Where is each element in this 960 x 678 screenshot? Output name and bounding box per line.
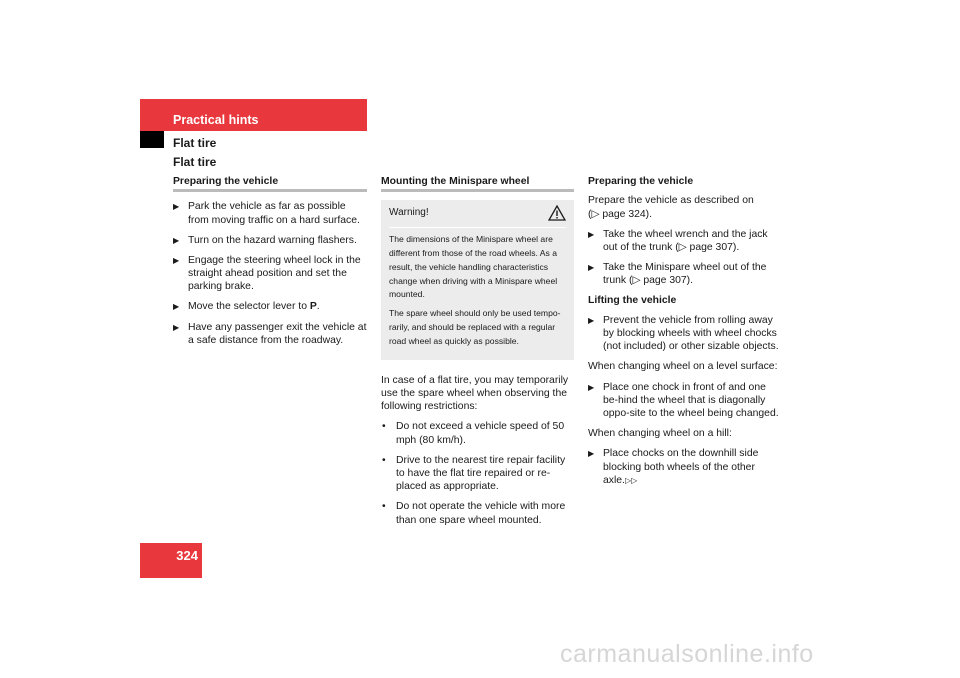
bullet-dot: •	[382, 421, 386, 433]
subsection-title: Flat tire	[173, 136, 217, 150]
list-item: • Do not operate the vehicle with more than one spare wheel mounted.	[382, 501, 566, 526]
list-item: ▶ Engage the steering wheel lock in the straight ahead position and set the parking brake.	[173, 254, 361, 293]
bullet-dot: •	[382, 454, 386, 466]
bullet-arrow-icon: ▶	[173, 202, 180, 212]
topic-title: Flat tire	[173, 155, 217, 169]
list-item: ▶ Move the selector lever to P.	[173, 301, 320, 313]
list-item: ▶ Turn on the hazard warning flashers.	[173, 234, 357, 246]
list-item: ▶ Take the Minispare wheel out of the trunk (▷ page 307).	[588, 262, 767, 287]
heading-preparing-vehicle: Preparing the vehicle	[588, 176, 694, 187]
column-lifting	[588, 175, 783, 494]
heading-lifting-vehicle: Lifting the vehicle	[588, 295, 677, 307]
list-item: • Drive to the nearest tire repair facility to have the flat tire repaired or re-placed as appropriate.	[382, 454, 566, 493]
column-minispare	[381, 175, 574, 534]
selector-position-p: P	[309, 301, 317, 313]
hill-label: When changing wheel on a hill:	[588, 428, 732, 440]
heading-mounting-minispare: Mounting the Minispare wheel	[381, 175, 574, 192]
list-item: • Do not exceed a vehicle speed of 50 mph (80 km/h).	[382, 421, 565, 446]
bullet-arrow-icon: ▶	[588, 315, 595, 325]
list-item: ▶ Prevent the vehicle from rolling away by blocking wheels with wheel chocks (not included) or other sizable objects.	[588, 314, 779, 353]
heading-preparing-vehicle: Preparing the vehicle	[173, 175, 367, 192]
header-tab-marker	[140, 131, 164, 148]
bullet-arrow-icon: ▶	[173, 255, 180, 265]
warning-box	[381, 200, 574, 359]
bullet-arrow-icon: ▶	[173, 235, 180, 245]
bullet-arrow-icon: ▶	[173, 302, 180, 312]
bullet-arrow-icon: ▶	[173, 322, 180, 332]
prepare-reference: Prepare the vehicle as described on (▷ page 324).	[588, 195, 754, 220]
warning-text: The spare wheel should only be used tempo-rarily, and should be replaced with a regular road wheel as quickly as possible.	[389, 308, 561, 346]
level-surface-label: When changing wheel on a level surface:	[588, 361, 778, 373]
list-item: ▶ Have any passenger exit the vehicle at a safe distance from the roadway.	[173, 321, 367, 346]
page-number: 324	[140, 543, 202, 578]
list-item: ▶ Place one chock in front of and one be-hind the wheel that is diagonally oppo-site to the wheel being changed.	[588, 381, 779, 420]
continued-icon: ▷▷	[624, 475, 638, 485]
list-item: ▶ Place chocks on the downhill side blocking both wheels of the other axle.▷▷	[588, 448, 759, 486]
bullet-arrow-icon: ▶	[588, 229, 595, 239]
page-reference-link[interactable]: (▷ page 324).	[588, 208, 653, 220]
list-item: ▶ Park the vehicle as far as possible from moving traffic on a hard surface.	[173, 201, 360, 226]
section-title: Practical hints	[173, 113, 259, 127]
column-preparing	[173, 175, 367, 354]
bullet-arrow-icon: ▶	[588, 263, 595, 273]
watermark-text: carmanualsonline.info	[560, 640, 814, 668]
bullet-arrow-icon: ▶	[588, 449, 595, 459]
warning-triangle-icon	[548, 205, 566, 221]
warning-text: The dimensions of the Minispare wheel are different from those of the road wheels. As a result, the vehicle handling characteristics change when driving with a Minispare wheel mounted.	[389, 234, 558, 300]
bullet-dot: •	[382, 501, 386, 513]
warning-title: Warning!	[389, 207, 429, 219]
restrictions-intro: In case of a flat tire, you may temporarily use the spare wheel when observing the following restrictions:	[381, 374, 569, 413]
list-item: ▶ Take the wheel wrench and the jack out of the trunk (▷ page 307).	[588, 228, 768, 253]
bullet-arrow-icon: ▶	[588, 382, 595, 392]
